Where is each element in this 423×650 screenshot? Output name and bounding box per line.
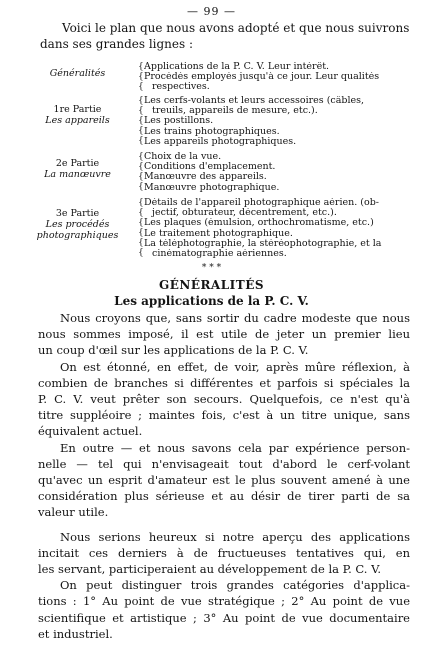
section-label-line: Les appareils bbox=[45, 115, 110, 126]
plan-section-3 bbox=[20, 198, 415, 262]
section-item: Les cerfs-volants et leurs accessoires (câbles, bbox=[144, 96, 365, 106]
text-line: incitait ces derniers à de fructueuses tentatives qui, en bbox=[38, 545, 410, 560]
text-line: nelle — tel qui n'envisageait tout d'abord le cerf-volant bbox=[38, 456, 410, 471]
text-line: un coup d'œil sur les applications de la P. C. V. bbox=[38, 343, 309, 358]
chapter-heading: GÉNÉRALITÉS bbox=[158, 278, 265, 292]
section-item: Les plaques (émulsion, orthochromatisme, etc.) bbox=[144, 218, 374, 229]
section-item: cinématographie aériennes. bbox=[152, 249, 287, 260]
plan-section-generalites bbox=[20, 62, 415, 96]
section-item: Les appareils photographiques. bbox=[144, 136, 297, 147]
section-item: Manœuvre photographique. bbox=[144, 182, 280, 193]
text-line: En outre — et nous savons cela par expérience person- bbox=[60, 440, 410, 455]
section-item: Les postillons. bbox=[144, 116, 214, 127]
section-item: Choix de la vue. bbox=[144, 152, 222, 162]
section-item: Procédés employés jusqu'à ce jour. Leur qualités bbox=[144, 72, 380, 83]
text-line: considération plus sérieuse et au désir de tirer parti de sa bbox=[38, 489, 410, 504]
text-line: Nous serions heureux si notre aperçu des applications bbox=[60, 529, 410, 544]
section-item: Manœuvre des appareils. bbox=[144, 172, 267, 183]
section-item: respectives. bbox=[152, 82, 210, 93]
section-label bbox=[20, 68, 135, 79]
brace: { { { { bbox=[138, 152, 144, 192]
text-line: combien de branches si différentes et parfois si spéciales la bbox=[38, 375, 410, 390]
section-items bbox=[144, 96, 423, 147]
section-label bbox=[20, 104, 135, 126]
text-line: On est étonné, en effet, de voir, après mûre réflexion, à bbox=[60, 359, 410, 374]
brace: { { { { { { bbox=[138, 198, 144, 258]
text-line: On peut distinguer trois grandes catégories d'applica- bbox=[60, 578, 410, 593]
section-label-line: 3e Partie bbox=[55, 208, 100, 219]
section-item: Applications de la P. C. V. Leur intérêt. bbox=[144, 62, 330, 72]
section-item: treuils, appareils de mesure, etc.). bbox=[152, 106, 318, 117]
paragraph bbox=[38, 440, 410, 521]
intro-paragraph bbox=[40, 20, 410, 52]
section-label-line: 1re Partie bbox=[53, 104, 102, 115]
text-line: équivalent actuel. bbox=[38, 424, 143, 439]
section-label-line: La manœuvre bbox=[44, 169, 111, 180]
text-line: les servant, participeraient au développement de la P. C. V. bbox=[38, 562, 382, 577]
brace: { { { bbox=[138, 62, 144, 92]
section-label-line: photographiques bbox=[36, 230, 119, 241]
body-text bbox=[38, 310, 410, 642]
chapter-subheading: Les applications de la P. C. V. bbox=[114, 294, 309, 308]
section-item: Conditions d'emplacement. bbox=[144, 162, 276, 173]
page-number: — 99 — bbox=[187, 5, 236, 18]
section-item: Le traitement photographique. bbox=[144, 228, 293, 239]
section-items bbox=[144, 152, 423, 193]
text-line: nous sommes imposé, il est utile de jeter un premier lieu bbox=[38, 327, 410, 342]
section-label bbox=[20, 208, 135, 241]
text-line: et industriel. bbox=[38, 626, 113, 641]
text-line: P. C. V. veut prêter son secours. Quelquefois, ce n'est qu'à bbox=[38, 392, 410, 407]
section-item: Détails de l'appareil photographique aérien. (ob- bbox=[144, 198, 379, 208]
paragraph-gap bbox=[38, 521, 410, 529]
section-label-line: Généralités bbox=[49, 68, 106, 79]
section-label bbox=[20, 158, 135, 180]
paragraph bbox=[38, 529, 410, 578]
section-label-line: 2e Partie bbox=[55, 158, 100, 169]
text-line: qu'avec un esprit d'amateur est le plus souvent amené à une bbox=[38, 473, 410, 488]
section-item: jectif, obturateur, décentrement, etc.). bbox=[152, 208, 337, 219]
paragraph bbox=[38, 310, 410, 359]
plan-section-2 bbox=[20, 152, 415, 196]
text-line: valeur utile. bbox=[38, 505, 109, 520]
text-line: titre suppléoire ; maintes fois, c'est à un titre unique, sans bbox=[38, 408, 410, 423]
paragraph bbox=[38, 359, 410, 440]
plan-section-1 bbox=[20, 96, 415, 150]
intro-line: dans ses grandes lignes : bbox=[40, 37, 194, 51]
section-label-line: Les procédés bbox=[45, 219, 110, 230]
paragraph bbox=[38, 577, 410, 642]
section-item: La téléphotographie, la stéréophotographie, et la bbox=[144, 238, 382, 249]
section-items bbox=[144, 198, 423, 259]
text-line: Nous croyons que, sans sortir du cadre modeste que nous bbox=[60, 311, 410, 325]
section-items bbox=[144, 62, 423, 93]
section-item: Les trains photographiques. bbox=[144, 126, 280, 137]
text-line: tions : 1° Au point de vue stratégique ; 2° Au point de vue bbox=[38, 594, 410, 609]
section-divider-stars: * * * bbox=[201, 263, 222, 273]
brace: { { { { { bbox=[138, 96, 144, 146]
intro-line: Voici le plan que nous avons adopté et que nous suivrons bbox=[62, 21, 410, 35]
text-line: scientifique et artistique ; 3° Au point de vue documentaire bbox=[38, 610, 410, 625]
